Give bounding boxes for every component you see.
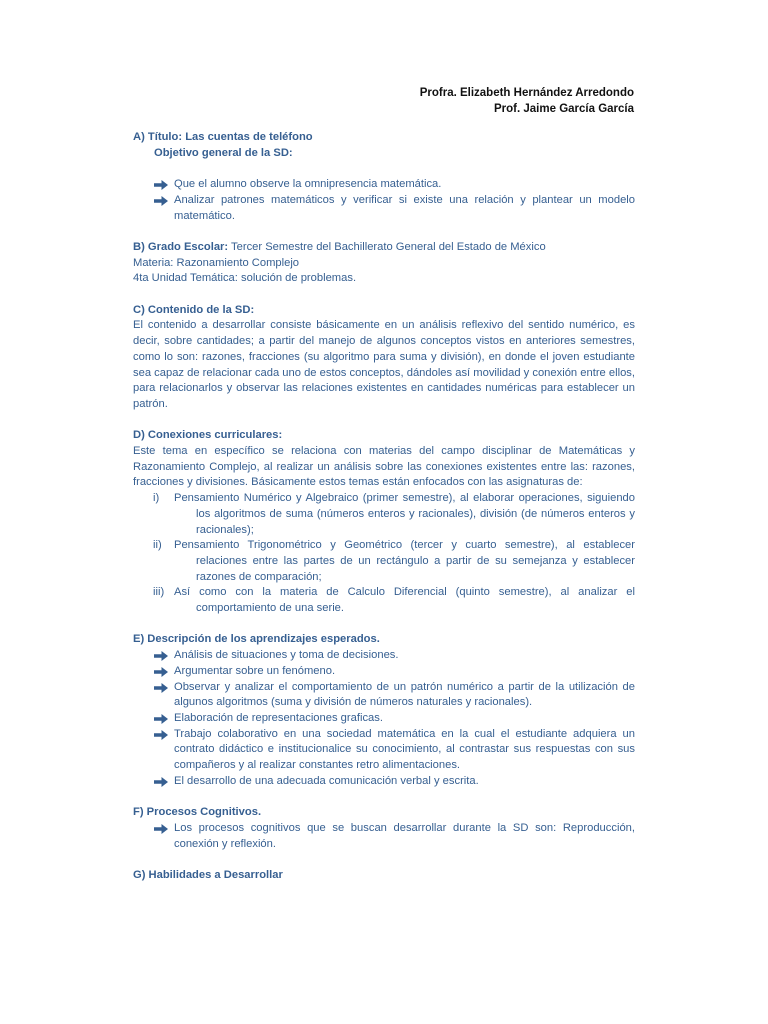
right-arrow-icon [154, 714, 168, 724]
list-item [133, 680, 635, 711]
list-item [133, 774, 635, 790]
list-item [133, 711, 635, 727]
section-b-unit: 4ta Unidad Temática: solución de problemas. [133, 272, 357, 285]
list-item [133, 648, 635, 664]
right-arrow-icon [154, 824, 168, 834]
right-arrow-icon [154, 651, 168, 661]
bullet-text: Analizar patrones matemáticos y verificar si existe una relación y plantear un modelo matemático. [174, 193, 635, 222]
bullet-text: Elaboración de representaciones graficas. [174, 711, 383, 724]
right-arrow-icon [154, 196, 168, 206]
bullet-text: Argumentar sobre un fenómeno. [174, 664, 336, 677]
list-text: Pensamiento Trigonométrico y Geométrico (tercer y cuarto semestre), al establecer relaciones entre las partes de un rectángulo a partir de su semejanza y establecer razones de comparación; [174, 539, 635, 583]
section-a-bullets [133, 177, 635, 224]
bullet-text: El desarrollo de una adecuada comunicación verbal y escrita. [174, 774, 479, 787]
section-b-line [133, 240, 635, 256]
document-body [133, 130, 635, 884]
section-a-title: A) Título: Las cuentas de teléfono [133, 131, 313, 143]
section-c-title: C) Contenido de la SD: [133, 303, 255, 316]
section-a-subtitle: Objetivo general de la SD: [154, 146, 293, 159]
author-2: Prof. Jaime García García [494, 103, 634, 115]
section-c-paragraph: El contenido a desarrollar consiste básicamente en un análisis reflexivo del sentido numérico, es decir, sobre cantidades; a partir del manejo de algunos conceptos vistos en anteriores semestres, como lo son: razones, fracciones (su algoritmo para suma y división), en donde el joven estudiante sea capaz de relacionar cada uno de estos conceptos, dándoles así movilidad y conexión entre ellos, para relacionarlos y observar las relaciones existentes en cantidades numéricas para establecer un patrón. [133, 319, 635, 410]
section-d-title: D) Conexiones curriculares: [133, 429, 283, 442]
list-item [133, 538, 635, 585]
list-item [133, 664, 635, 680]
section-f-bullets [133, 821, 635, 852]
right-arrow-icon [154, 180, 168, 190]
section-f-title: F) Procesos Cognitivos. [133, 806, 262, 819]
authors-block [420, 85, 634, 117]
list-text: Así como con la materia de Calculo Diferencial (quinto semestre), al analizar el comportamiento de una serie. [174, 586, 635, 615]
bullet-text: Trabajo colaborativo en una sociedad matemática en la cual el estudiante adquiera un contrato didáctico e institucionalice su conocimiento, al contrastar sus respuestas con sus compañeros y al realizar constantes retro alimentaciones. [174, 727, 635, 772]
bullet-text: Los procesos cognitivos que se buscan desarrollar durante la SD son: Reproducción, conexión y reflexión. [174, 821, 635, 850]
right-arrow-icon [154, 683, 168, 693]
list-number: iii) [153, 586, 165, 599]
section-d-list [133, 491, 635, 617]
list-item [133, 727, 635, 774]
list-item [133, 585, 635, 616]
list-number: ii) [153, 539, 162, 552]
bullet-text: Observar y analizar el comportamiento de un patrón numérico a partir de la utilización de algunos algoritmos (suma y división de números naturales y racionales). [174, 680, 635, 709]
list-item [133, 821, 635, 852]
list-item [133, 177, 635, 193]
bullet-text: Que el alumno observe la omnipresencia matemática. [174, 178, 442, 191]
section-d-paragraph: Este tema en específico se relaciona con materias del campo disciplinar de Matemáticas y Razonamiento Complejo, al realizar un análisis sobre las conexiones existentes entre las: razones, fracciones y divisiones. Básicamente estos temas están enfocados con las asignaturas de: [133, 445, 635, 489]
author-1: Profra. Elizabeth Hernández Arredondo [419, 87, 634, 99]
right-arrow-icon [154, 667, 168, 677]
list-item [133, 491, 635, 538]
section-g-title: G) Habilidades a Desarrollar [133, 868, 283, 881]
section-e-bullets [133, 648, 635, 789]
section-b-value: Tercer Semestre del Bachillerato General del Estado de México [228, 240, 546, 253]
list-number: i) [153, 492, 160, 505]
bullet-text: Análisis de situaciones y toma de decisiones. [174, 649, 399, 662]
right-arrow-icon [154, 730, 168, 740]
section-e-title: E) Descripción de los aprendizajes esperados. [133, 633, 380, 646]
list-text: Pensamiento Numérico y Algebraico (primer semestre), al elaborar operaciones, siguiendo los algoritmos de suma (números enteros y racionales), división (de números enteros y racionales); [174, 492, 635, 536]
section-b-subject: Materia: Razonamiento Complejo [133, 256, 300, 269]
right-arrow-icon [154, 777, 168, 787]
list-item [133, 193, 635, 224]
section-b-label: B) Grado Escolar: [133, 240, 229, 253]
